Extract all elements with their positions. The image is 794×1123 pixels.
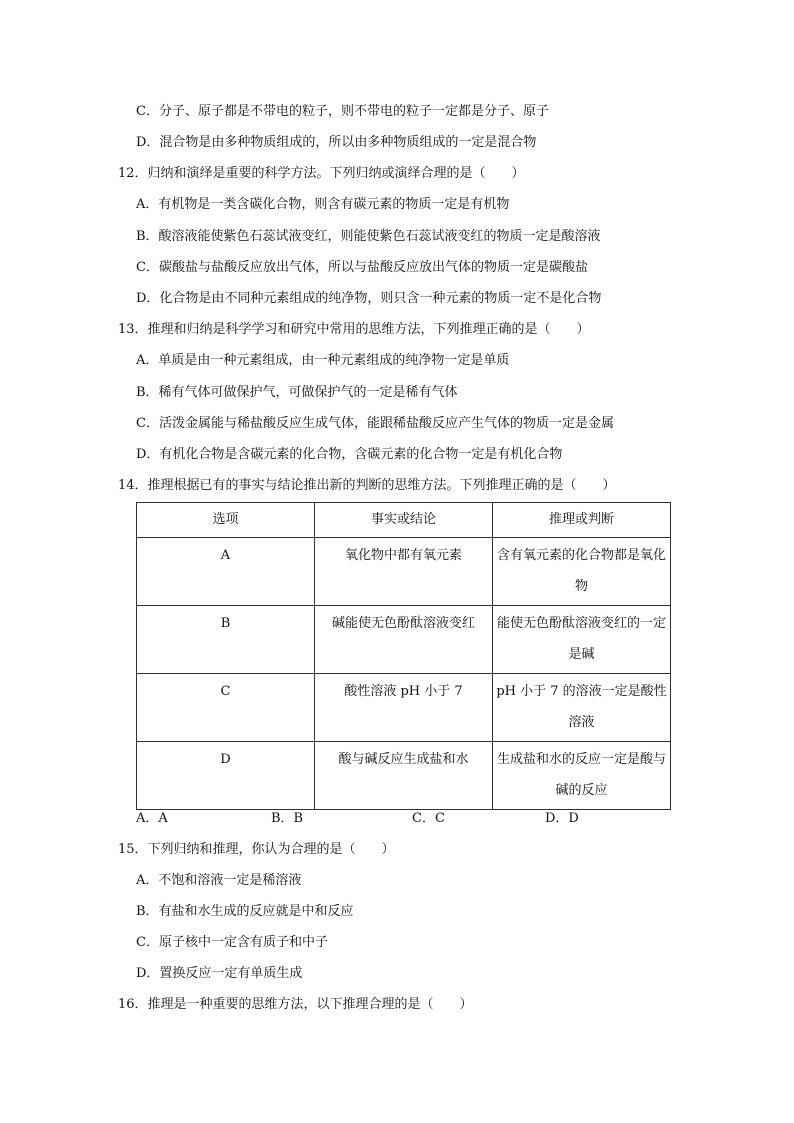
q13-option-c: C．活泼金属能与稀盐酸反应生成气体，能跟稀盐酸反应产生气体的物质一定是金属 [136,416,614,431]
q14-answer-b: B．B [271,811,304,826]
q13-option-a: A．单质是由一种元素组成，由一种元素组成的纯净物一定是单质 [136,353,510,368]
q16-stem: 16．推理是一种重要的思维方法，以下推理合理的是（ ） [118,997,473,1012]
q15-option-d: D．置换反应一定有单质生成 [136,966,303,981]
table-cell: 能使无色酚酞溶液变红的一定是碱 [493,606,671,674]
q13-stem: 13．推理和归纳是科学学习和研究中常用的思维方法，下列推理正确的是（ ） [118,322,590,337]
table-cell: C [137,674,315,742]
q15-option-a: A．不饱和溶液一定是稀溶液 [136,873,302,888]
table-row [137,674,671,742]
q12-option-d: D．化合物是由不同种元素组成的纯净物，则只含一种元素的物质一定不是化合物 [136,291,602,306]
q14-answer-d: D．D [545,811,579,826]
q12-option-a: A．有机物是一类含碳化合物，则含有碳元素的物质一定是有机物 [136,197,510,212]
q15-option-c: C．原子核中一定含有质子和中子 [136,935,328,950]
q12-option-c: C．碳酸盐与盐酸反应放出气体，所以与盐酸反应放出气体的物质一定是碳酸盐 [136,260,588,275]
q14-answer-a: A．A [136,811,168,826]
table-cell: pH 小于 7 的溶液一定是酸性溶液 [493,674,671,742]
q11-option-c: C．分子、原子都是不带电的粒子，则不带电的粒子一定都是分子、原子 [136,104,549,119]
table-cell: 含有氧元素的化合物都是氧化物 [493,538,671,606]
q12-option-b: B．酸溶液能使紫色石蕊试液变红，则能使紫色石蕊试液变红的物质一定是酸溶液 [136,229,601,244]
q14-answer-c: C．C [412,811,445,826]
table-cell: D [137,742,315,810]
q14-stem: 14．推理根据已有的事实与结论推出新的判断的思维方法。下列推理正确的是（ ） [118,478,616,493]
table-cell: A [137,538,315,606]
table-row [137,742,671,810]
table-cell: 氧化物中都有氧元素 [315,538,493,606]
q14-table [136,502,671,810]
q15-stem: 15．下列归纳和推理，你认为合理的是（ ） [118,842,395,857]
table-header-cell: 事实或结论 [315,503,493,538]
table-row [137,538,671,606]
table-cell: 酸性溶液 pH 小于 7 [315,674,493,742]
table-header-row [137,503,671,538]
table-cell: B [137,606,315,674]
table-cell: 酸与碱反应生成盐和水 [315,742,493,810]
q11-option-d: D．混合物是由多种物质组成的，所以由多种物质组成的一定是混合物 [136,135,537,150]
q12-stem: 12．归纳和演绎是重要的科学方法。下列归纳或演绎合理的是（ ） [118,166,525,181]
table-row [137,606,671,674]
table-cell: 生成盐和水的反应一定是酸与碱的反应 [493,742,671,810]
q13-option-d: D．有机化合物是含碳元素的化合物，含碳元素的化合物一定是有机化合物 [136,447,563,462]
table-header-cell: 选项 [137,503,315,538]
q13-option-b: B．稀有气体可做保护气，可做保护气的一定是稀有气体 [136,385,458,400]
q15-option-b: B．有盐和水生成的反应就是中和反应 [136,904,354,919]
table-cell: 碱能使无色酚酞溶液变红 [315,606,493,674]
table-header-cell: 推理或判断 [493,503,671,538]
